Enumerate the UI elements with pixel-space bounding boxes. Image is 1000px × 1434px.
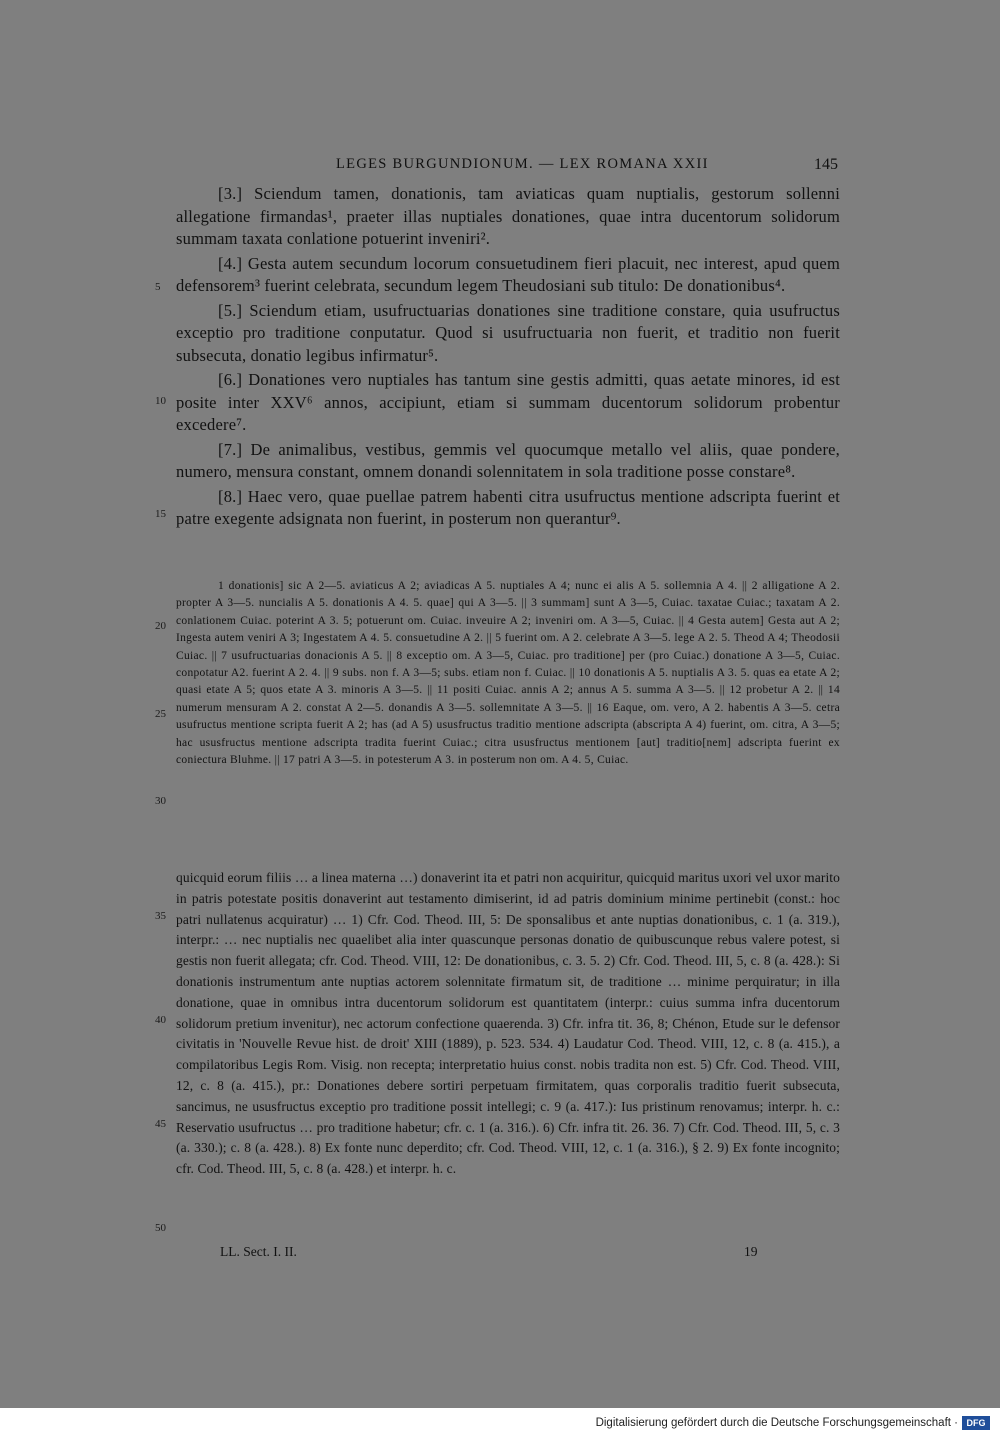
footnotes-text: quicquid eorum filiis … a linea materna …) donaverint ita et patri non acquiritur, quicquid maritus uxori vel uxor marito in patris potestate positis donaverint aut testamento dimiserint, id ad patris dominium minime pertinebit (const.: hoc patri nullatenus acquiratur) … 1) Cfr. Cod. Theod. III, 5: De sponsalibus et ante nuptias donationibus, c. 1 (a. 319.), interpr.: … nec nuptialis nec quaelibet alia inter quascunque personas donatio de quibuscunque rebus valere potest, si gestis non fuerit allegata; cfr. Cod. Theod. VIII, 12: De donationibus, c. 3. 5. 2) Cfr. Cod. Theod. III, 5, c. 8 (a. 428.): Si donationis instrumentum ante nuptias actorem solennitate firmatum sit, de traditione … minime perquiratur; in illa donatione, quae in omnibus intra ducentorum solidorum est quantitatem (interpr.: cuius summa infra ducentorum solidorum pretium invenitur), nec actorum confectione quaerenda. 3) Cfr. infra tit. 36, 8; Chénon, Etude sur le defensor civitatis in 'Nouvelle Revue hist. de droit' XIII (1889), p. 523. 534. 4) Laudatur Cod. Theod. VIII, 12, c. 8 (a. 415.), a compilatoribus Legis Rom. Visig. non recepta; interpretatio huius const. nobis tradita non est. 5) Cfr. Cod. Theod. VIII, 12, c. 8 (a. 415.), pr.: Donationes debere sortiri perpetuam firmitatem, quas corporalis traditio fuerit subsecuta, sancimus, ne ususfructus exceptio pro traditione possit intellegi; c. 9 (a. 417.): Ius pristinum renovamus; interpr. h. c.: Reservatio usufructus … pro traditione habetur; cfr. c. 1 (a. 316.). 6) Cfr. infra tit. 26. 36. 7) Cfr. Cod. Theod. III, 5, c. 3 (a. 330.); c. 8 (a. 428.). 8) Ex fonte nunc deperdito; cfr. Cod. Theod. VIII, 12, c. 1 (a. 316.), § 2. 9) Ex fonte incognito; cfr. Cod. Theod. III, 5, c. 8 (a. 428.) et interpr. h. c. (176, 870, 840, 1177)
line-number: 35 (155, 910, 166, 922)
line-number: 10 (155, 395, 166, 407)
page-header (0, 156, 1000, 176)
line-number: 20 (155, 620, 166, 632)
paragraph: [3.] Sciendum tamen, donationis, tam aviaticas quam nuptialis, gestorum sollenni allegatione firmandas¹, praeter illas nuptiales donationes, quae intra ducentorum solidorum summam taxata conlatione potuerint inveniri². (176, 184, 840, 248)
running-head: LEGES BURGUNDIONUM. — LEX ROMANA XXII (336, 156, 709, 172)
line-number: 30 (155, 795, 166, 807)
paragraph: [5.] Sciendum etiam, usufructuarias donationes sine traditione constare, quia usufructus exceptio pro traditione conputatur. Quod si usufructuaria non fuerit, et traditio non fuerit subsecuta, donatio legibus infirmatur⁵. (176, 300, 840, 365)
paragraph: [4.] Gesta autem secundum locorum consuetudinem fieri placuit, nec interest, apud quem defensorem³ fuerint celebrata, secundum legem Theudosiani sub titulo: De donationibus⁴. (176, 253, 840, 295)
page-footer (0, 1244, 1000, 1264)
line-number: 5 (155, 281, 161, 293)
funding-note: Digitalisierung gefördert durch die Deutsche Forschungsgemeinschaft · (595, 1417, 958, 1429)
paragraph: [8.] Haec vero, quae puellae patrem habenti citra usufructus mentione adscripta fuerint et patre exegente adsignata non fuerint, in posterum non querantur⁹. (176, 486, 840, 528)
line-number: 45 (155, 1118, 166, 1130)
paragraph: [6.] Donationes vero nuptiales has tantum sine gestis admitti, quas aetate minores, id est posite inter XXV⁶ annos, accipiunt, etiam si summam ducentorum solidorum probentur excedere⁷. (176, 370, 840, 434)
line-number: 25 (155, 708, 166, 720)
main-text (176, 183, 840, 533)
line-number: 15 (155, 508, 166, 520)
critical-apparatus (176, 578, 840, 769)
line-number: 40 (155, 1014, 166, 1026)
funding-bar (0, 1408, 1000, 1434)
line-number: 50 (155, 1222, 166, 1234)
dfg-logo-icon[interactable]: DFG (962, 1416, 990, 1430)
paragraph: [7.] De animalibus, vestibus, gemmis vel quocumque metallo vel aliis, quae pondere, numero, mensura constant, omnem donandi solennitatem in sola traditione posse constare⁸. (176, 439, 840, 481)
page-number: 145 (814, 156, 838, 173)
sheet-number: 19 (744, 1244, 758, 1259)
sheet-signature: LL. Sect. I. II. (220, 1244, 297, 1259)
footnotes (176, 868, 840, 1180)
apparatus-text: 1 donationis] sic A 2—5. aviaticus A 2; aviadicas A 5. nuptiales A 4; nunc ei alis A 5. sollemnia A 4. || 2 alligatione A 2. propter A 3—5. nuncialis A 5. donationis A 4. 5. quae] qui A 3—5. || 3 summam] sunt A 3—5, Cuiac. taxatae Cuiac.; taxatam A 2. conlationem Cuiac. poterint A 3. 5; potuerunt om. Cuiac. inveuire A 2; inveniri om. A 3—5, Cuiac. || 4 Gesta autem] Gesta aut A 2; Ingesta autem veniri A 3; Ingestatem A 4. 5. consuetudine A 2. || 5 fuerint om. A 2. celebrate A 3—5. lege A 2. 5. Theod A 4; Theodosii Cuiac. || 7 usufructuarias donacionis A 5. || 8 exceptio om. A 3—5, Cuiac. pro traditione] per (pro Cuiac.) donatione A 3—5, Cuiac. conpotatur A2. fuerint A 2. 4. || 9 subs. non f. A 3—5; subs. etiam non f. Cuiac. || 10 donationis A 5. nuptialis A 3. 5. quas ea etate A 2; quasi etate A 5; quos etate A 3. minoris A 3—5. || 11 positi Cuiac. annis A 2; annus A 5. summa A 3—5. || 12 probetur A 2. || 14 numerum mensuram A 2. constat A 2—5. donandis A 3—5. sollemnitate A 3—5. || 16 Eaque, om. vero, A 2. habentis A 3—5. cetra usufructus mentione scripta fuerit A 2; has (ad A 5) ususfructus traditio mentione adscripta (abscripta A 4) fuerint, om. citra, A 3—5; hac ususfructus mentione adscripta tradita fuerint Cuiac.; citra ususfructus mentionem [aut] traditio[nem] adscripta fuerint ex coniectura Bluhme. || 17 patri A 3—5. in potesterum A 3. in posterum non om. A 4. 5, Cuiac. (176, 580, 840, 767)
